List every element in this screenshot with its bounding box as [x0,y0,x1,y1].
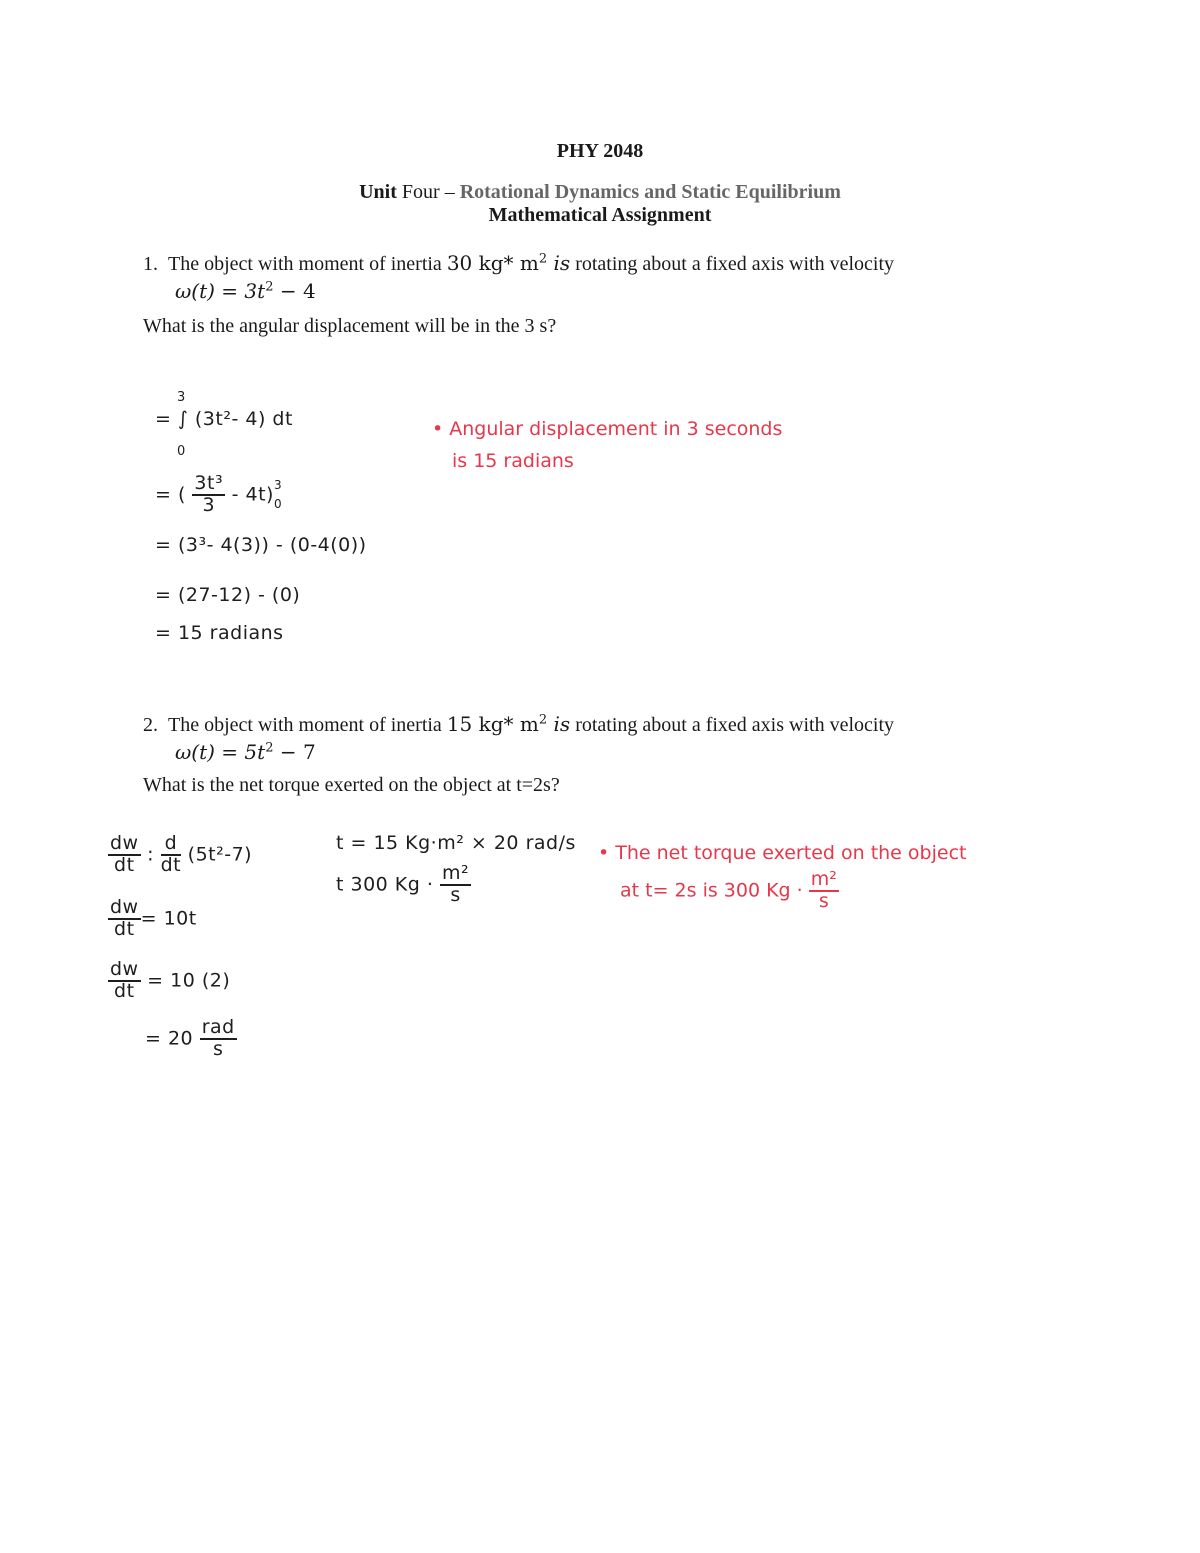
work-1-fraction: $\frac{\text{3t³}}{3}$ [194,472,224,516]
question-1-statement: 1. The object with moment of inertia 30 kg* $m^2$ is rotating about a fixed axis with velocity [143,251,894,275]
question-2-statement: 2. The object with moment of inertia 15 kg* $m^2$ is rotating about a fixed axis with velocity [143,712,894,736]
work-1-line-2: = ( $\frac{\text{3t³}}{3}$ - 4t) 3 0 [155,472,283,516]
question-2-inertia: 15 kg* $m^2$ [446,712,548,736]
work-1-line-4: = (27-12) - (0) [155,584,301,606]
question-2-number: 2. [143,714,158,736]
work-1-line-1: = ∫ (3t²- 4) dt [155,408,293,430]
question-1-prompt: What is the angular displacement will be in the 3 s? [143,315,557,337]
question-1-number: 1. [143,253,158,275]
question-1-velocity: $\omega(t) = 3t^2 - 4$ [175,279,316,303]
integral-upper-limit: 3 [177,390,186,405]
torque-line-2: t 300 Kg · $\frac{\text{m²}}{s}$ [336,862,470,906]
answer-note-2-line-1: • The net torque exerted on the object [598,842,967,864]
integral-lower-limit: 0 [177,444,186,459]
question-1-text: The object with moment of inertia [168,253,447,275]
work-2-line-4: = 20 $\frac{\text{rad}}{s}$ [145,1016,235,1060]
unit-label: Unit [359,181,397,203]
work-2-line-2: $\frac{dw}{dt}$ = 10t [110,896,197,940]
question-2-prompt: What is the net torque exerted on the object at t=2s? [143,774,560,796]
assignment-subtitle: Mathematical Assignment [488,204,712,226]
unit-number: Four – [396,181,460,203]
work-2-line-3: $\frac{dw}{dt}$ = 10 (2) [110,958,231,1002]
work-1-line-5: = 15 radians [155,622,284,644]
question-1-inertia: 30 kg* $m^2$ [446,251,548,275]
answer-note-1-line-1: • Angular displacement in 3 seconds [432,418,783,440]
work-1-line-3: = (3³- 4(3)) - (0-4(0)) [155,534,367,556]
unit-title [0,181,1200,204]
question-2-velocity: $\omega(t) = 5t^2 - 7$ [175,740,316,764]
answer-note-2-line-2: at t= 2s is 300 Kg · $\frac{\text{m²}}{s}$ [620,868,837,912]
torque-line-1: t = 15 Kg·m² × 20 rad/s [336,832,576,854]
work-2-line-1: $\frac{dw}{dt}$ : $\frac{d}{dt}$ (5t²-7) [110,832,253,876]
answer-note-1-line-2: is 15 radians [452,450,574,472]
course-code: PHY 2048 [556,140,644,162]
question-2-text: The object with moment of inertia [168,714,447,736]
unit-topic: Rotational Dynamics and Static Equilibrium [459,181,841,203]
